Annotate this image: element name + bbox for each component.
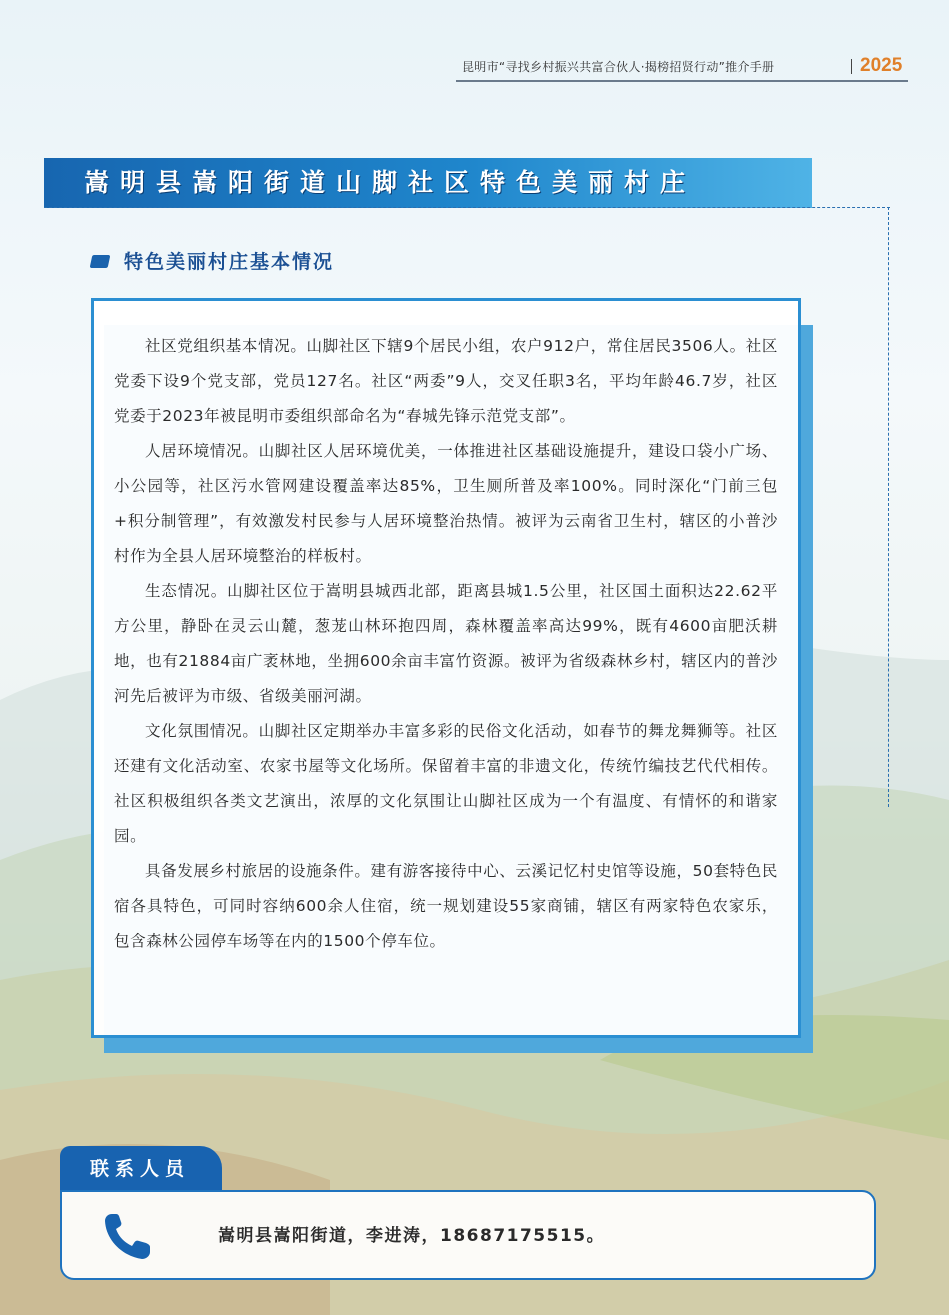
page-title-banner (44, 158, 812, 208)
paragraph-tourism-facilities: 具备发展乡村旅居的设施条件。建有游客接待中心、云溪记忆村史馆等设施，50套特色民宿各具特色，可同时容纳600余人住宿，统一规划建设55家商铺，辖区有两家特色农家乐，包含森林公园停车场等在内的1500个停车位。 (114, 862, 778, 950)
header-divider (851, 59, 852, 74)
publication-title: 昆明市“寻找乡村振兴共富合伙人·揭榜招贤行动”推介手册 (462, 60, 775, 74)
publication-year: 2025 (860, 55, 903, 76)
section-title: 特色美丽村庄基本情况 (124, 251, 335, 273)
contact-info: 嵩明县嵩阳街道，李进涛，18687175515。 (218, 1226, 606, 1246)
dashed-frame-top (44, 207, 890, 208)
content-body (114, 329, 778, 959)
page-title: 嵩明县嵩阳街道山脚社区特色美丽村庄 (84, 168, 697, 197)
dashed-frame-right (888, 207, 889, 807)
paragraph-culture: 文化氛围情况。山脚社区定期举办丰富多彩的民俗文化活动，如春节的舞龙舞狮等。社区还建有文化活动室、农家书屋等文化场所。保留着丰富的非遗文化，传统竹编技艺代代相传。社区积极组织各类文艺演出，浓厚的文化氛围让山脚社区成为一个有温度、有情怀的和谐家园。 (114, 722, 778, 845)
content-box (91, 298, 801, 1038)
header-rule (456, 80, 908, 82)
section-marker-icon (90, 255, 111, 268)
paragraph-ecology: 生态情况。山脚社区位于嵩明县城西北部，距离县城1.5公里，社区国土面积达22.62平方公里，静卧在灵云山麓，葱茏山林环抱四周，森林覆盖率高达99%，既有4600亩肥沃耕地，也有21884亩广袤林地，坐拥600余亩丰富竹资源。被评为省级森林乡村，辖区内的普沙河先后被评为市级、省级美丽河湖。 (114, 582, 778, 705)
paragraph-party-organization: 社区党组织基本情况。山脚社区下辖9个居民小组，农户912户，常住居民3506人。社区党委下设9个党支部，党员127名。社区“两委”9人，交叉任职3名，平均年龄46.7岁，社区党委于2023年被昆明市委组织部命名为“春城先锋示范党支部”。 (114, 337, 778, 425)
contact-label: 联系人员 (90, 1158, 191, 1180)
contact-tab (60, 1146, 222, 1192)
contact-box (60, 1190, 876, 1280)
phone-icon (100, 1208, 156, 1264)
paragraph-living-environment: 人居环境情况。山脚社区人居环境优美，一体推进社区基础设施提升，建设口袋小广场、小公园等，社区污水管网建设覆盖率达85%，卫生厕所普及率100%。同时深化“门前三包+积分制管理”，有效激发村民参与人居环境整治热情。被评为云南省卫生村，辖区的小普沙村作为全县人居环境整治的样板村。 (114, 442, 778, 565)
